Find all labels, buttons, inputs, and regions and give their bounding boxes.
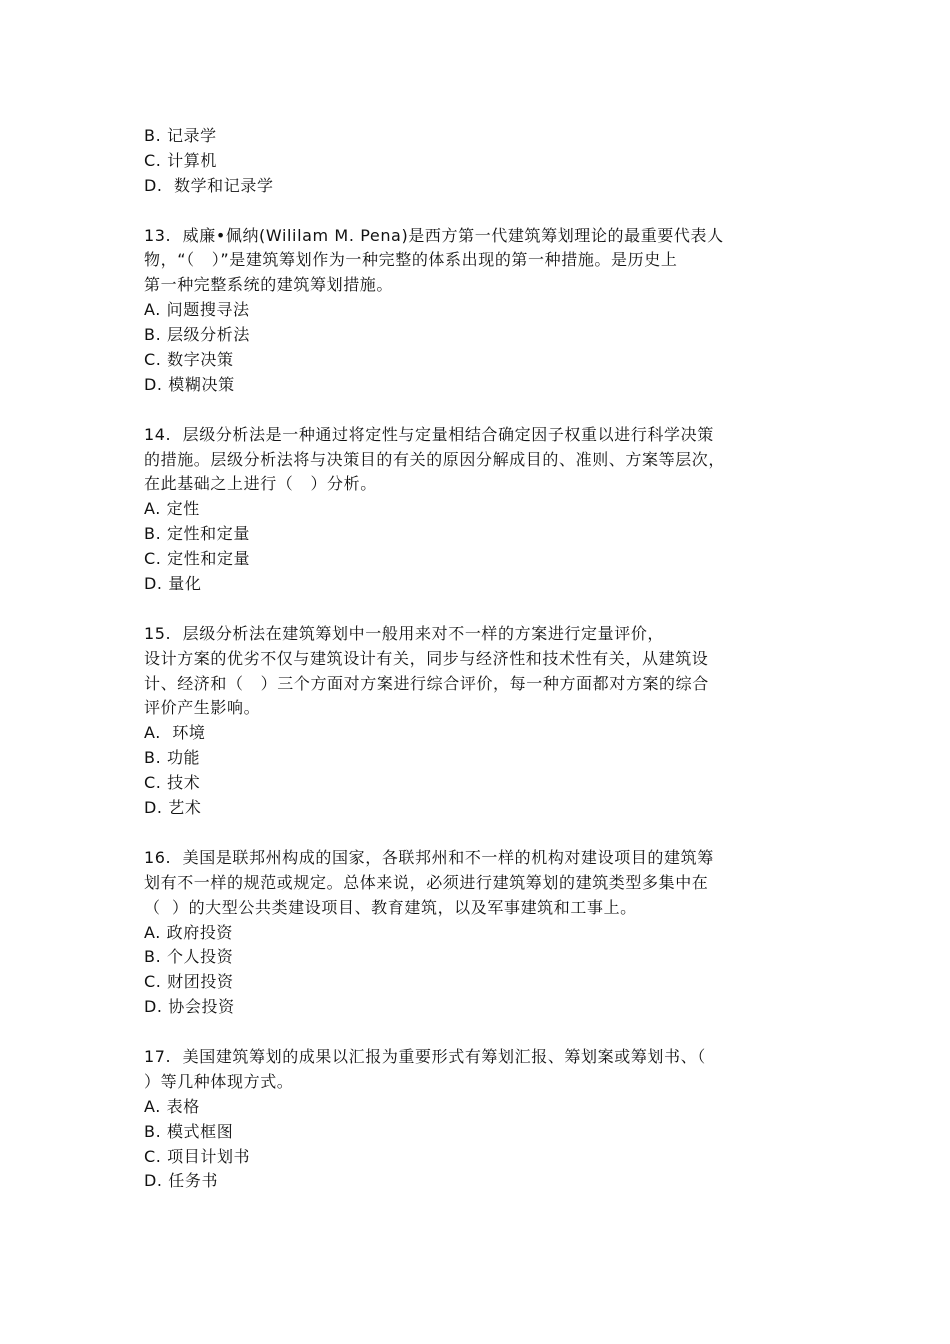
question-text: ）等几种体现方式。 (144, 1071, 294, 1091)
option-d: D. 数学和记录学 (144, 175, 274, 195)
option-a: A. 问题搜寻法 (144, 300, 250, 320)
question-text: 14. 层级分析法是一种通过将定性与定量相结合确定因子权重以进行科学决策 (144, 424, 714, 444)
option-b: B. 功能 (144, 748, 201, 768)
option-b: B. 模式框图 (144, 1121, 234, 1141)
question-text: 的措施。层级分析法将与决策目的有关的原因分解成目的、准则、方案等层次， (144, 449, 726, 469)
document-page (144, 124, 824, 1194)
question-16 (144, 846, 824, 1020)
option-d: D. 量化 (144, 574, 202, 594)
option-d: D. 任务书 (144, 1171, 219, 1191)
question-15 (144, 622, 824, 821)
option-a: A. 定性 (144, 499, 200, 519)
question-text: 计、经济和（ ）三个方面对方案进行综合评价，每一种方面都对方案的综合 (144, 673, 709, 693)
option-b: B. 定性和定量 (144, 524, 250, 544)
option-b: B. 个人投资 (144, 947, 234, 967)
option-d: D. 艺术 (144, 798, 202, 818)
previous-question-options (144, 124, 824, 199)
option-c: C. 定性和定量 (144, 549, 251, 569)
option-d: D. 模糊决策 (144, 374, 235, 394)
option-c: C. 技术 (144, 773, 201, 793)
question-text: （ ）的大型公共类建设项目、教育建筑，以及军事建筑和工事上。 (144, 897, 637, 917)
question-text: 评价产生影响。 (144, 698, 261, 718)
option-c: C. 计算机 (144, 150, 217, 170)
option-c: C. 数字决策 (144, 350, 234, 370)
option-c: C. 财团投资 (144, 972, 234, 992)
option-b: B. 层级分析法 (144, 325, 250, 345)
question-text: 物，“（ ）”是建筑筹划作为一种完整的体系出现的第一种措施。是历史上 (144, 250, 678, 270)
option-d: D. 协会投资 (144, 997, 235, 1017)
question-text: 15. 层级分析法在建筑筹划中一般用来对不一样的方案进行定量评价， (144, 623, 665, 643)
option-b: B. 记录学 (144, 126, 217, 145)
option-c: C. 项目计划书 (144, 1146, 251, 1166)
option-a: A. 环境 (144, 723, 206, 743)
question-text: 17. 美国建筑筹划的成果以汇报为重要形式有筹划汇报、筹划案或筹划书、（ (144, 1046, 706, 1066)
option-a: A. 政府投资 (144, 922, 234, 942)
question-text: 在此基础之上进行（ ）分析。 (144, 474, 377, 494)
question-text: 划有不一样的规范或规定。总体来说，必须进行建筑筹划的建筑类型多集中在 (144, 872, 709, 892)
question-17 (144, 1045, 824, 1194)
question-text: 13. 威廉•佩纳(Wililam M. Pena)是西方第一代建筑筹划理论的最重要代表人 (144, 225, 724, 245)
question-text: 设计方案的优劣不仅与建筑设计有关，同步与经济性和技术性有关，从建筑设 (144, 648, 709, 668)
option-a: A. 表格 (144, 1096, 200, 1116)
question-14 (144, 423, 824, 597)
question-text: 16. 美国是联邦州构成的国家，各联邦州和不一样的机构对建设项目的建筑筹 (144, 847, 714, 867)
question-text: 第一种完整系统的建筑筹划措施。 (144, 275, 394, 295)
question-13 (144, 224, 824, 398)
